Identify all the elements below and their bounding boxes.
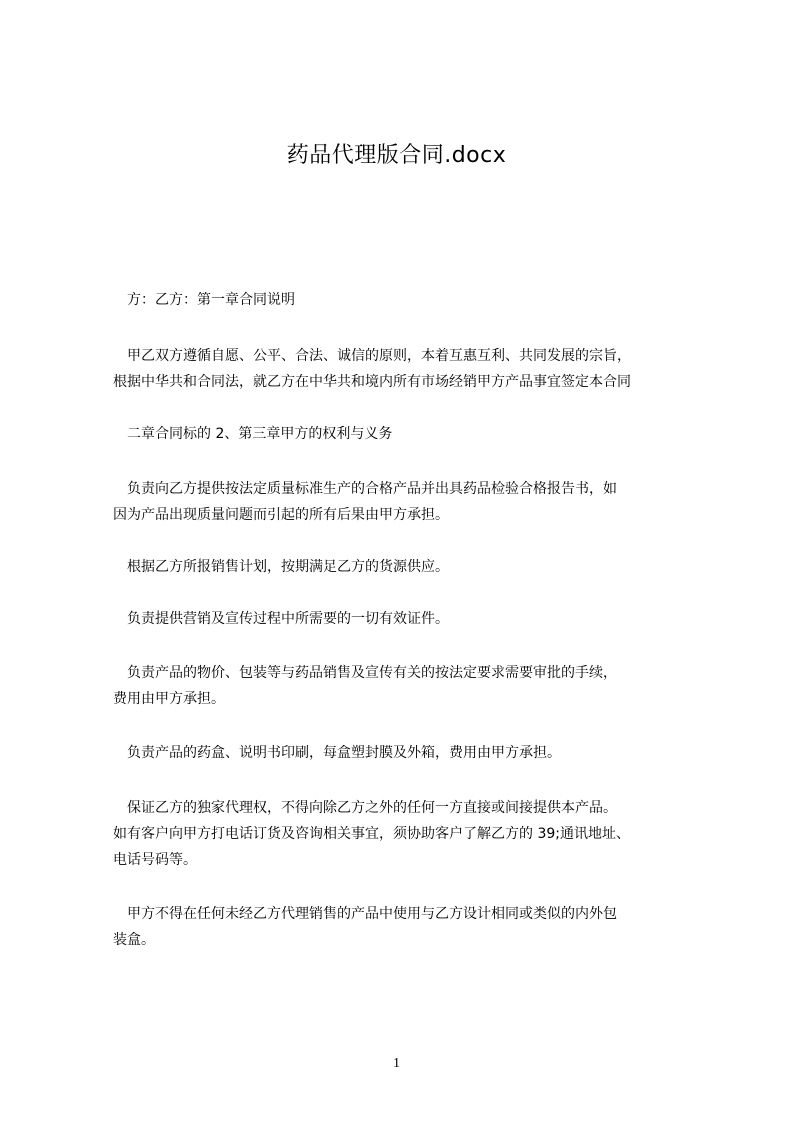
paragraph-line: 电话号码等。 (113, 852, 197, 868)
paragraph-line: 甲方不得在任何未经乙方代理销售的产品中使用与乙方设计相同或类似的内外包 (113, 906, 617, 922)
paragraph-line: 方：乙方：第一章合同说明 (113, 292, 295, 308)
paragraph-line: 负责产品的药盒、说明书印刷，每盒塑封膜及外箱，费用由甲方承担。 (113, 745, 561, 761)
paragraph-supply (113, 554, 713, 580)
paragraph-line: 根据乙方所报销售计划，按期满足乙方的货源供应。 (113, 559, 449, 575)
paragraph-principles (113, 343, 713, 395)
paragraph-intro (113, 287, 713, 313)
paragraph-line: 二章合同标的 2、第三章甲方的权利与义务 (113, 426, 393, 442)
paragraph-chapter-heading (113, 421, 713, 447)
paragraph-line: 如有客户向甲方打电话订货及咨询相关事宜，须协助客户了解乙方的 39;通讯地址、 (113, 826, 630, 842)
paragraph-line: 甲乙双方遵循自愿、公平、合法、诚信的原则，本着互惠互利、共同发展的宗旨， (113, 348, 631, 364)
paragraph-design (113, 901, 713, 953)
paragraph-line: 装盒。 (113, 932, 155, 948)
paragraph-certificates (113, 606, 713, 632)
paragraph-line: 因为产品出现质量问题而引起的所有后果由甲方承担。 (113, 507, 449, 523)
page-number: 1 (393, 1056, 400, 1071)
paragraph-line: 负责产品的物价、包装等与药品销售及宣传有关的按法定要求需要审批的手续， (113, 665, 617, 681)
paragraph-line: 负责向乙方提供按法定质量标准生产的合格产品并出具药品检验合格报告书，如 (113, 481, 617, 497)
paragraph-line: 费用由甲方承担。 (113, 691, 225, 707)
paragraph-packaging (113, 740, 713, 766)
paragraph-exclusive (113, 795, 713, 873)
paragraph-line: 负责提供营销及宣传过程中所需要的一切有效证件。 (113, 611, 449, 627)
document-title: 药品代理版合同.docx (286, 143, 507, 168)
paragraph-approval (113, 660, 713, 712)
paragraph-line: 保证乙方的独家代理权，不得向除乙方之外的任何一方直接或间接提供本产品。 (113, 800, 617, 816)
paragraph-quality (113, 476, 713, 528)
paragraph-line: 根据中华共和合同法，就乙方在中华共和境内所有市场经销甲方产品事宜签定本合同 (113, 374, 631, 390)
